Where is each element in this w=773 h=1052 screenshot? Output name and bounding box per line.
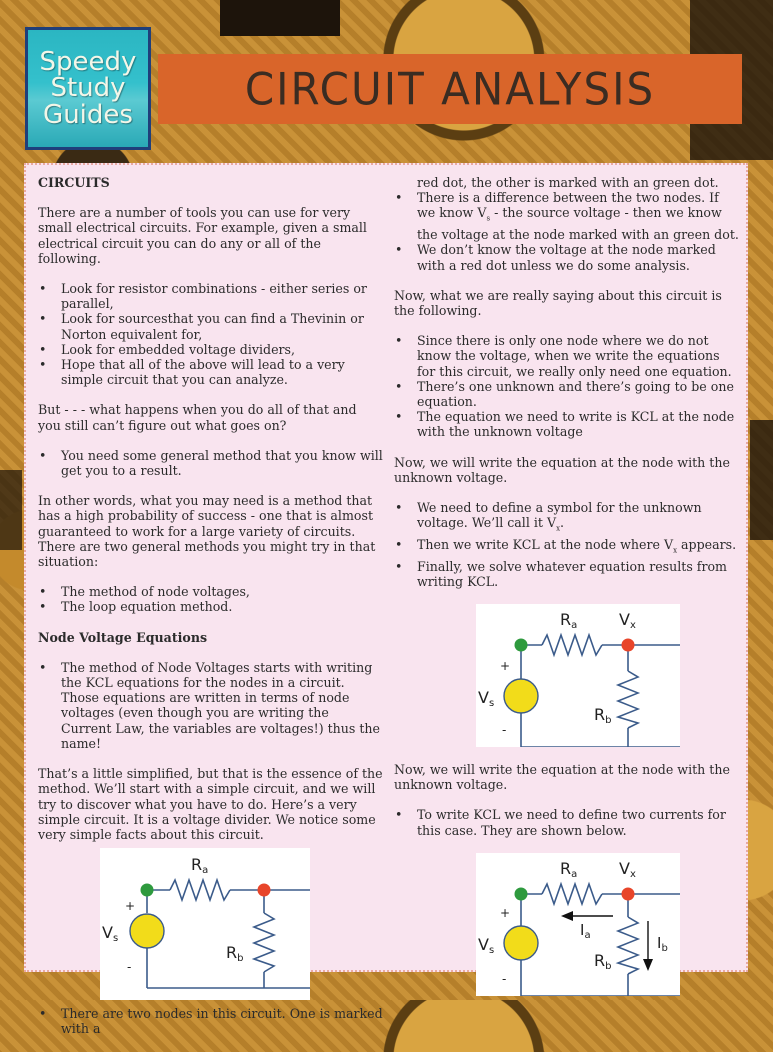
vx-subscript: x (673, 546, 678, 555)
list-item: • The equation we need to write is KCL at the node with the unknown voltage (394, 409, 739, 439)
title-banner (158, 54, 742, 124)
list-item: • The method of Node Voltages starts with writing the KCL equations for the nodes in a circuit. Those equations are written in terms of node voltages (even though you are writing the Current Law, the variables are voltages!) thus the name! (38, 660, 383, 751)
vs-symbol: V (477, 205, 487, 221)
vx-label: Vx (619, 858, 636, 880)
plus-label: + (125, 899, 136, 914)
background-gear-shadow (220, 0, 340, 36)
plus-label: + (500, 905, 511, 920)
node-list (38, 660, 383, 751)
minus-label: - (127, 960, 132, 975)
methods-list (38, 584, 383, 614)
list-item: • The method of node voltages, (38, 584, 383, 599)
list-item: • Look for sourcesthat you can find a Thevinin or Norton equivalent for, (38, 311, 383, 341)
voltage-source (504, 679, 538, 713)
list-item-text: appears. (677, 536, 737, 552)
resistor-rb (618, 671, 638, 728)
background-gear-shadow (0, 470, 22, 550)
need-list (38, 448, 383, 478)
left-column (38, 175, 383, 1052)
nodes-continued-list (394, 175, 739, 273)
list-item: red dot, the other is marked with an green dot. (417, 175, 719, 190)
logo-line: Guides (43, 99, 133, 130)
red-node (622, 887, 635, 900)
ib-label: $I_b$ (657, 933, 668, 954)
list-item-text: . (560, 515, 565, 531)
resistor-ra (542, 884, 602, 904)
right-column (394, 175, 739, 1000)
logo-line: Speedy (39, 46, 137, 77)
list-item: • To write KCL we need to define two currents for this case. They are shown below. (394, 807, 739, 837)
list-item-text: We need to define a symbol for the unknown voltage. We’ll call it V (417, 499, 702, 531)
vx-circuit-diagram (476, 604, 680, 747)
list-item: • Hope that all of the above will lead to a very simple circuit that you can analyze. (38, 357, 383, 387)
resistor-ra (170, 880, 230, 900)
content-panel (24, 163, 748, 1037)
list-item (394, 190, 739, 242)
page-title: CIRCUIT ANALYSIS (244, 63, 656, 115)
now-write-paragraph: Now, we will write the equation at the node with the unknown voltage. (394, 454, 730, 485)
voltage-source (504, 926, 538, 960)
saying-list (394, 333, 739, 439)
currents-list (394, 807, 739, 837)
section-heading-circuits: CIRCUITS (38, 175, 110, 190)
list-item: • We don’t know the voltage at the node marked with a red dot unless we do some analysis. (394, 242, 739, 272)
minus-label: - (502, 971, 507, 986)
resistor-ra (542, 635, 602, 655)
background-gear-shadow (750, 420, 773, 540)
rb-label: Rb (594, 705, 612, 727)
ia-label: $I_a$ (580, 920, 591, 941)
kcl-currents-circuit-diagram (476, 853, 680, 996)
ib-arrowhead (643, 959, 653, 971)
resistor-rb (618, 917, 638, 974)
list-item: • There are two nodes in this circuit. One is marked with a (38, 1006, 383, 1036)
ia-arrowhead (561, 911, 573, 921)
rb-label: Rb (226, 943, 244, 965)
section-heading-node-voltage: Node Voltage Equations (38, 629, 208, 645)
speedy-study-guides-logo (25, 27, 151, 150)
plus-label: + (500, 659, 511, 674)
vx-subscript: x (556, 524, 561, 533)
list-item (394, 537, 739, 559)
ra-label: Ra (560, 858, 578, 880)
vs-label: Vs (478, 688, 495, 710)
list-item: • You need some general method that you know will get you to a result. (38, 448, 383, 478)
list-item: • Look for embedded voltage dividers, (38, 342, 383, 357)
vx-label: Vx (619, 610, 636, 632)
list-item-text: There is a difference between the two nodes. If we know (417, 190, 719, 221)
resistor-rb (254, 913, 274, 972)
ra-label: Ra (191, 855, 209, 877)
list-item (394, 500, 739, 537)
intro-paragraph: There are a number of tools you can use for very small electrical circuits. For example, given a small electrical circuit you can do any or all of the following. (38, 205, 367, 266)
logo-line: Study (50, 73, 126, 104)
list-item: • The loop equation method. (38, 599, 383, 614)
now-write-paragraph-2: Now, we will write the equation at the node with the unknown voltage. (394, 762, 730, 793)
voltage-divider-circuit-diagram (100, 848, 310, 1000)
other-words-paragraph: In other words, what you may need is a method that has a high probability of success - one that is almost guaranteed to work for a large variety of circuits. There are two general methods you might try in that situation: (38, 493, 376, 570)
rb-label: Rb (594, 950, 612, 972)
red-node (258, 884, 271, 897)
green-node (515, 639, 528, 652)
red-node (622, 639, 635, 652)
green-node (141, 884, 154, 897)
list-item: • Look for resistor combinations - either series or parallel, (38, 281, 383, 311)
list-item: • There’s one unknown and there’s going to be one equation. (394, 379, 739, 409)
list-item-text: Then we write KCL at the node where V (417, 536, 674, 552)
list-item-text: - the source voltage - then we know the voltage at the node marked with an green dot. (417, 205, 739, 243)
vs-subscript: s (486, 214, 491, 223)
vs-label: Vs (102, 923, 119, 945)
but-paragraph: But - - - what happens when you do all of that and you still can’t figure out what goes on? (38, 402, 357, 433)
vs-label: Vs (478, 934, 495, 956)
simplified-paragraph: That’s a little simplified, but that is the essence of the method. We’ll start with a simple circuit, and we will try to discover what you have to do. Here’s a very simple circuit. It is a voltage divider. We notice some very simple facts about this circuit. (38, 766, 383, 842)
minus-label: - (502, 723, 507, 738)
tools-list (38, 281, 383, 387)
ra-label: Ra (560, 610, 578, 632)
green-node (515, 887, 528, 900)
voltage-source (130, 914, 164, 948)
two-nodes-list (38, 1006, 383, 1036)
now-saying-paragraph: Now, what we are really saying about this circuit is the following. (394, 287, 722, 318)
steps-list (394, 500, 739, 589)
list-item: • Finally, we solve whatever equation results from writing KCL. (394, 559, 739, 589)
list-item: • Since there is only one node where we do not know the voltage, when we write the equations for this circuit, we really only need one equation. (394, 333, 739, 379)
